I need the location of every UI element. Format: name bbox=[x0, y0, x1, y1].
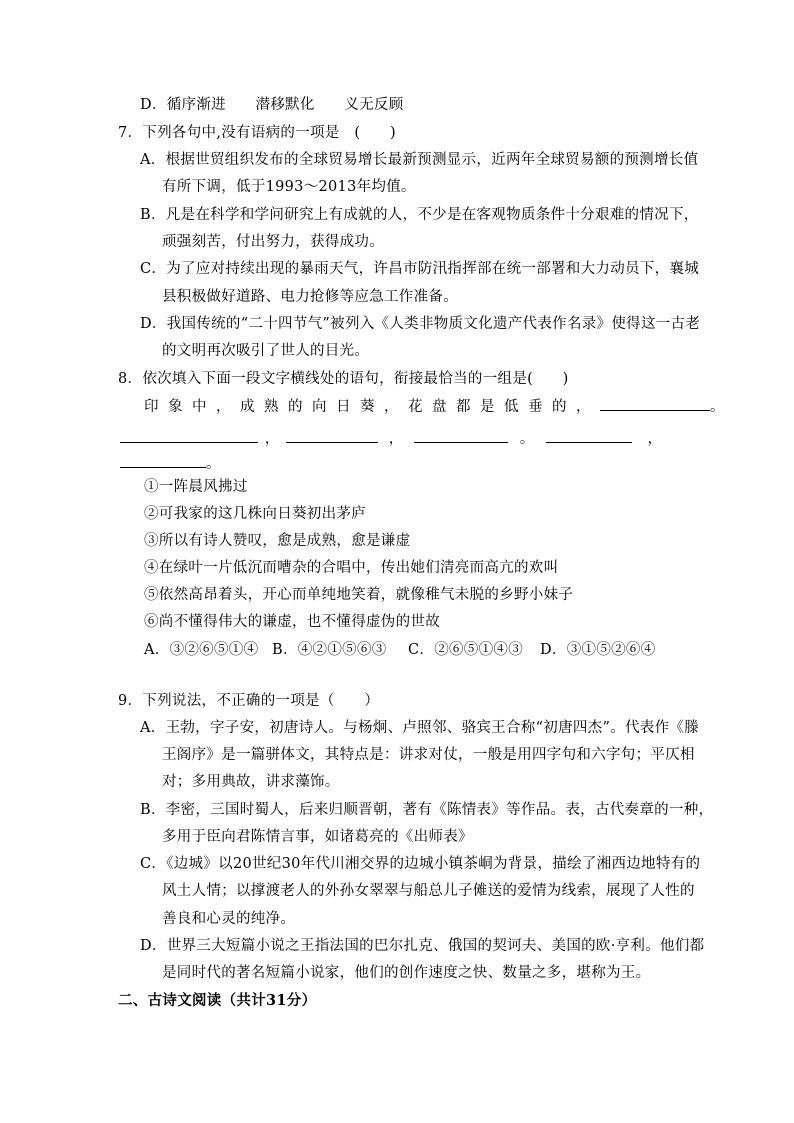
q8-blank-2[interactable] bbox=[120, 428, 258, 443]
q8-item-5: ⑤依然高昂着头，开心而单纯地笑着，就像稚气未脱的乡野小妹子 bbox=[144, 587, 574, 603]
q8-blank-4[interactable] bbox=[414, 428, 508, 443]
q9-option-b-line2: 多用于臣向君陈情言事，如诸葛亮的《出师表》 bbox=[162, 829, 473, 845]
q8-stem: 8．依次填入下面一段文字横线处的语句，衔接最恰当的一组是( ) bbox=[118, 371, 569, 387]
q8-choice-a: A．③②⑥⑤①④ bbox=[144, 642, 259, 658]
q8-item-1: ①一阵晨风拂过 bbox=[144, 479, 248, 495]
section-2-heading: 二、古诗文阅读（共计31分） bbox=[118, 992, 317, 1009]
q9-option-c-line1: C．《边城》以20世纪30年代川湘交界的边城小镇茶峒为背景，描绘了湘西边地特有的 bbox=[140, 856, 701, 872]
q9-option-c-line3: 善良和心灵的纯净。 bbox=[162, 911, 296, 927]
q9-option-d-line2: 是同时代的著名短篇小说家，他们的创作速度之快、数量之多，堪称为王。 bbox=[162, 965, 651, 981]
q7-option-a-line1: A．根据世贸组织发布的全球贸易增长最新预测显示，近两年全球贸易额的预测增长值 bbox=[140, 152, 699, 168]
q7-option-a-line2: 有所下调，低于1993～2013年均值。 bbox=[162, 179, 416, 195]
q9-option-d-line1: D．世界三大短篇小说之王指法国的巴尔扎克、俄国的契诃夫、美国的欧·亨利。他们都 bbox=[140, 938, 705, 954]
q7-stem: 7．下列各句中,没有语病的一项是 ( ) bbox=[118, 125, 396, 141]
q8-period-4: 。 bbox=[519, 431, 535, 447]
q8-choice-c: C．②⑥⑤①④③ bbox=[408, 642, 523, 658]
q7-option-c-line2: 县积极做好道路、电力抢修等应急工作准备。 bbox=[162, 289, 458, 305]
q8-blank-3[interactable] bbox=[286, 428, 378, 443]
q8-choice-d: D．③①⑤②⑥④ bbox=[540, 642, 656, 658]
q8-item-2: ②可我家的这几株向日葵初出茅庐 bbox=[144, 506, 366, 522]
q8-choice-b: B．④②①⑤⑥③ bbox=[272, 642, 387, 658]
q9-option-a-line2: 王阁序》是一篇骈体文，其特点是：讲求对仗，一般是用四字句和六字句；平仄相 bbox=[162, 747, 695, 763]
q7-option-c-line1: C．为了应对持续出现的暴雨天气，许昌市防汛指挥部在统一部署和大力动员下，襄城 bbox=[140, 261, 699, 277]
q8-blank-5[interactable] bbox=[546, 428, 632, 443]
q8-comma-3: ， bbox=[388, 431, 404, 447]
q9-option-a-line3: 对；多用典故，讲求藻饰。 bbox=[162, 774, 340, 790]
q6-option-d: D．循序渐进 潜移默化 义无反顾 bbox=[140, 97, 404, 113]
q8-period-6: 。 bbox=[206, 456, 221, 472]
q8-comma-2: ， bbox=[264, 431, 280, 447]
q8-item-3: ③所以有诗人赞叹，愈是成熟，愈是谦虚 bbox=[144, 533, 411, 549]
q7-option-b-line1: B．凡是在科学和学问研究上有成就的人，不少是在客观物质条件十分艰难的情况下， bbox=[140, 207, 699, 223]
q7-option-b-line2: 顽强刻苦，付出努力，获得成功。 bbox=[162, 234, 384, 250]
q8-passage-line1 bbox=[144, 396, 734, 417]
q7-option-d-line1: D．我国传统的“二十四节气”被列入《人类非物质文化遗产代表作名录》使得这一古老 bbox=[140, 316, 701, 332]
q8-blank-1[interactable] bbox=[600, 396, 710, 411]
q9-stem: 9．下列说法，不正确的一项是（ ） bbox=[118, 693, 380, 709]
q9-option-a-line1: A．王勃，字子安，初唐诗人。与杨炯、卢照邻、骆宾王合称“初唐四杰”。代表作《滕 bbox=[140, 720, 699, 736]
q8-period-1: 。 bbox=[710, 399, 734, 415]
q8-passage-line3 bbox=[120, 453, 221, 474]
q8-blank-6[interactable] bbox=[120, 453, 206, 468]
q8-item-4: ④在绿叶一片低沉而嘈杂的合唱中，传出她们清亮而高亢的欢叫 bbox=[144, 560, 559, 576]
q8-item-6: ⑥尚不懂得伟大的谦虚，也不懂得虚伪的世故 bbox=[144, 614, 440, 630]
q8-passage-start: 印象中，成熟的向日葵，花盘都是低垂的， bbox=[144, 399, 600, 415]
q7-option-d-line2: 的文明再次吸引了世人的目光。 bbox=[162, 343, 370, 359]
q9-option-c-line2: 风土人情；以撑渡老人的外孙女翠翠与船总儿子傩送的爱情为线索，展现了人性的 bbox=[162, 883, 695, 899]
q9-option-b-line1: B．李密，三国时蜀人，后来归顺晋朝，著有《陈情表》等作品。表，古代奏章的一种， bbox=[140, 802, 714, 818]
q8-passage-line2 bbox=[120, 428, 662, 449]
q8-comma-5: ， bbox=[647, 431, 662, 447]
